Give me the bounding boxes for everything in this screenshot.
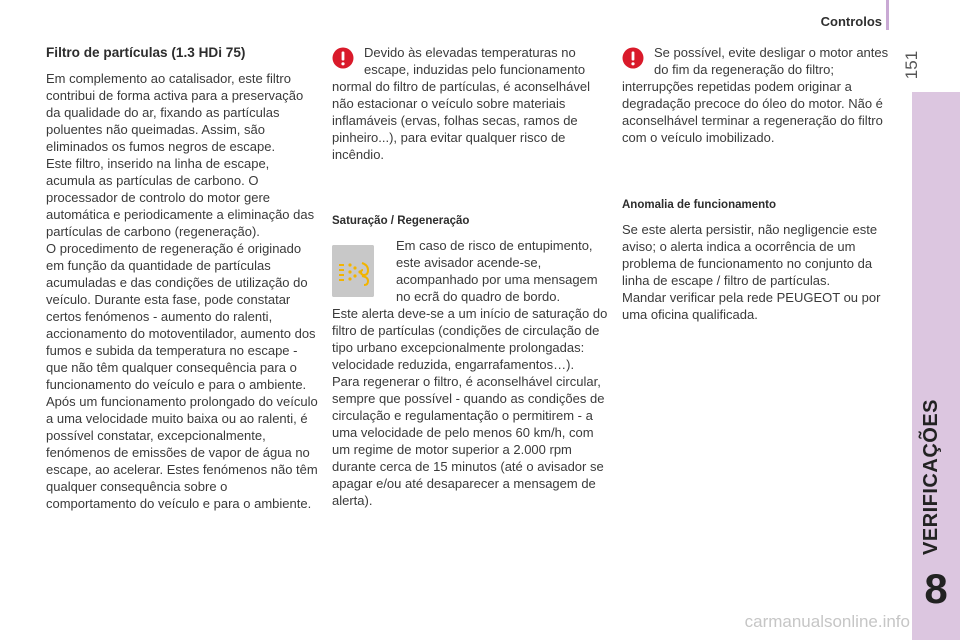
chapter-title: VERIFICAÇÕES	[920, 398, 942, 556]
column-particle-filter	[46, 44, 318, 512]
page-number: 151	[902, 50, 921, 80]
section-heading: Filtro de partículas (1.3 HDi 75)	[46, 45, 246, 60]
warning-text: Se possível, evite desligar o motor antes do fim da regeneração do filtro; interrupções repetidas podem originar a degradação precoce do óleo do motor. Não é aconselhável terminar a regeneração do filtro com o veículo imobilizado.	[622, 45, 889, 145]
chapter-number: 8	[924, 565, 948, 612]
subsection-heading: Saturação / Regeneração	[332, 215, 470, 227]
body-paragraph: Em complemento ao catalisador, este filtro contribui de forma activa para a preservação da qualidade do ar, fixando as partículas poluentes não queimadas. Assim, são eliminados os fumos negros de escape. Este filtro, inserido na linha de escape, acumula as partículas de carbono. O processador de controlo do motor gere automática e periodicamente a eliminação das partículas de carbono (regeneração). O procedimento de regeneração é originado em função da quantidade de partículas acumuladas e das condições de utilização do veículo. Durante esta fase, pode constatar certos fenómenos - aumento do ralenti, accionamento do motoventilador, aumento dos fumos e subida da temperatura no escape - que não têm qualquer consequência para o funcionamento do veículo e para o ambiente. Após um funcionamento prolongado do veículo a uma velocidade muito baixa ou ao ralenti, é possível constatar, excepcionalmente, fenómenos de emissões de vapor de água no escape, ao acelerar. Estes fenómenos não têm qualquer consequência sobre o comportamento do veículo e para o ambiente.	[46, 71, 318, 511]
watermark: carmanualsonline.info	[744, 612, 910, 631]
warning-exclamation-icon	[622, 47, 644, 69]
indicator-text: Em caso de risco de entupimento, este avisador acende-se, acompanhado por uma mensagem no ecrã do quadro de bordo.	[396, 238, 598, 304]
column-malfunction	[622, 44, 900, 323]
warning-exclamation-icon	[332, 47, 354, 69]
subsection-heading: Anomalia de funcionamento	[622, 199, 776, 211]
body-paragraph: Se este alerta persistir, não negligencie este aviso; o alerta indica a ocorrência de um problema de funcionamento no conjunto da linha de escape / filtro de partículas. Mandar verificar pela rede PEUGEOT ou por uma oficina qualificada.	[622, 222, 881, 322]
warning-note-fire-risk	[332, 44, 608, 163]
particle-filter-warning-icon	[332, 245, 374, 297]
column-saturation	[332, 44, 608, 509]
body-paragraph: Este alerta deve-se a um início de saturação do filtro de partículas (condições de circulação de tipo urbano excepcionalmente prolongadas: velocidade reduzida, engarrafamentos…). Para regenerar o filtro, é aconselhável circular, sempre que possível - quando as condições de circulação e regulamentação o permitirem - a uma velocidade de pelo menos 60 km/h, com um regime de motor superior a 2.000 rpm durante cerca de 15 minutos (até o avisador se apagar e/ou até desaparecer a mensagem de alerta).	[332, 306, 608, 508]
section-title: Controlos	[820, 14, 882, 29]
warning-text: Devido às elevadas temperaturas no escape, induzidas pelo funcionamento normal do filtro de partículas, é aconselhável não estacionar o veículo sobre materiais inflamáveis (ervas, folhas secas, ramos de pinheiro...), para evitar qualquer risco de incêndio.	[332, 45, 590, 162]
warning-note-regeneration	[622, 44, 900, 146]
header-accent-bar	[886, 0, 889, 30]
